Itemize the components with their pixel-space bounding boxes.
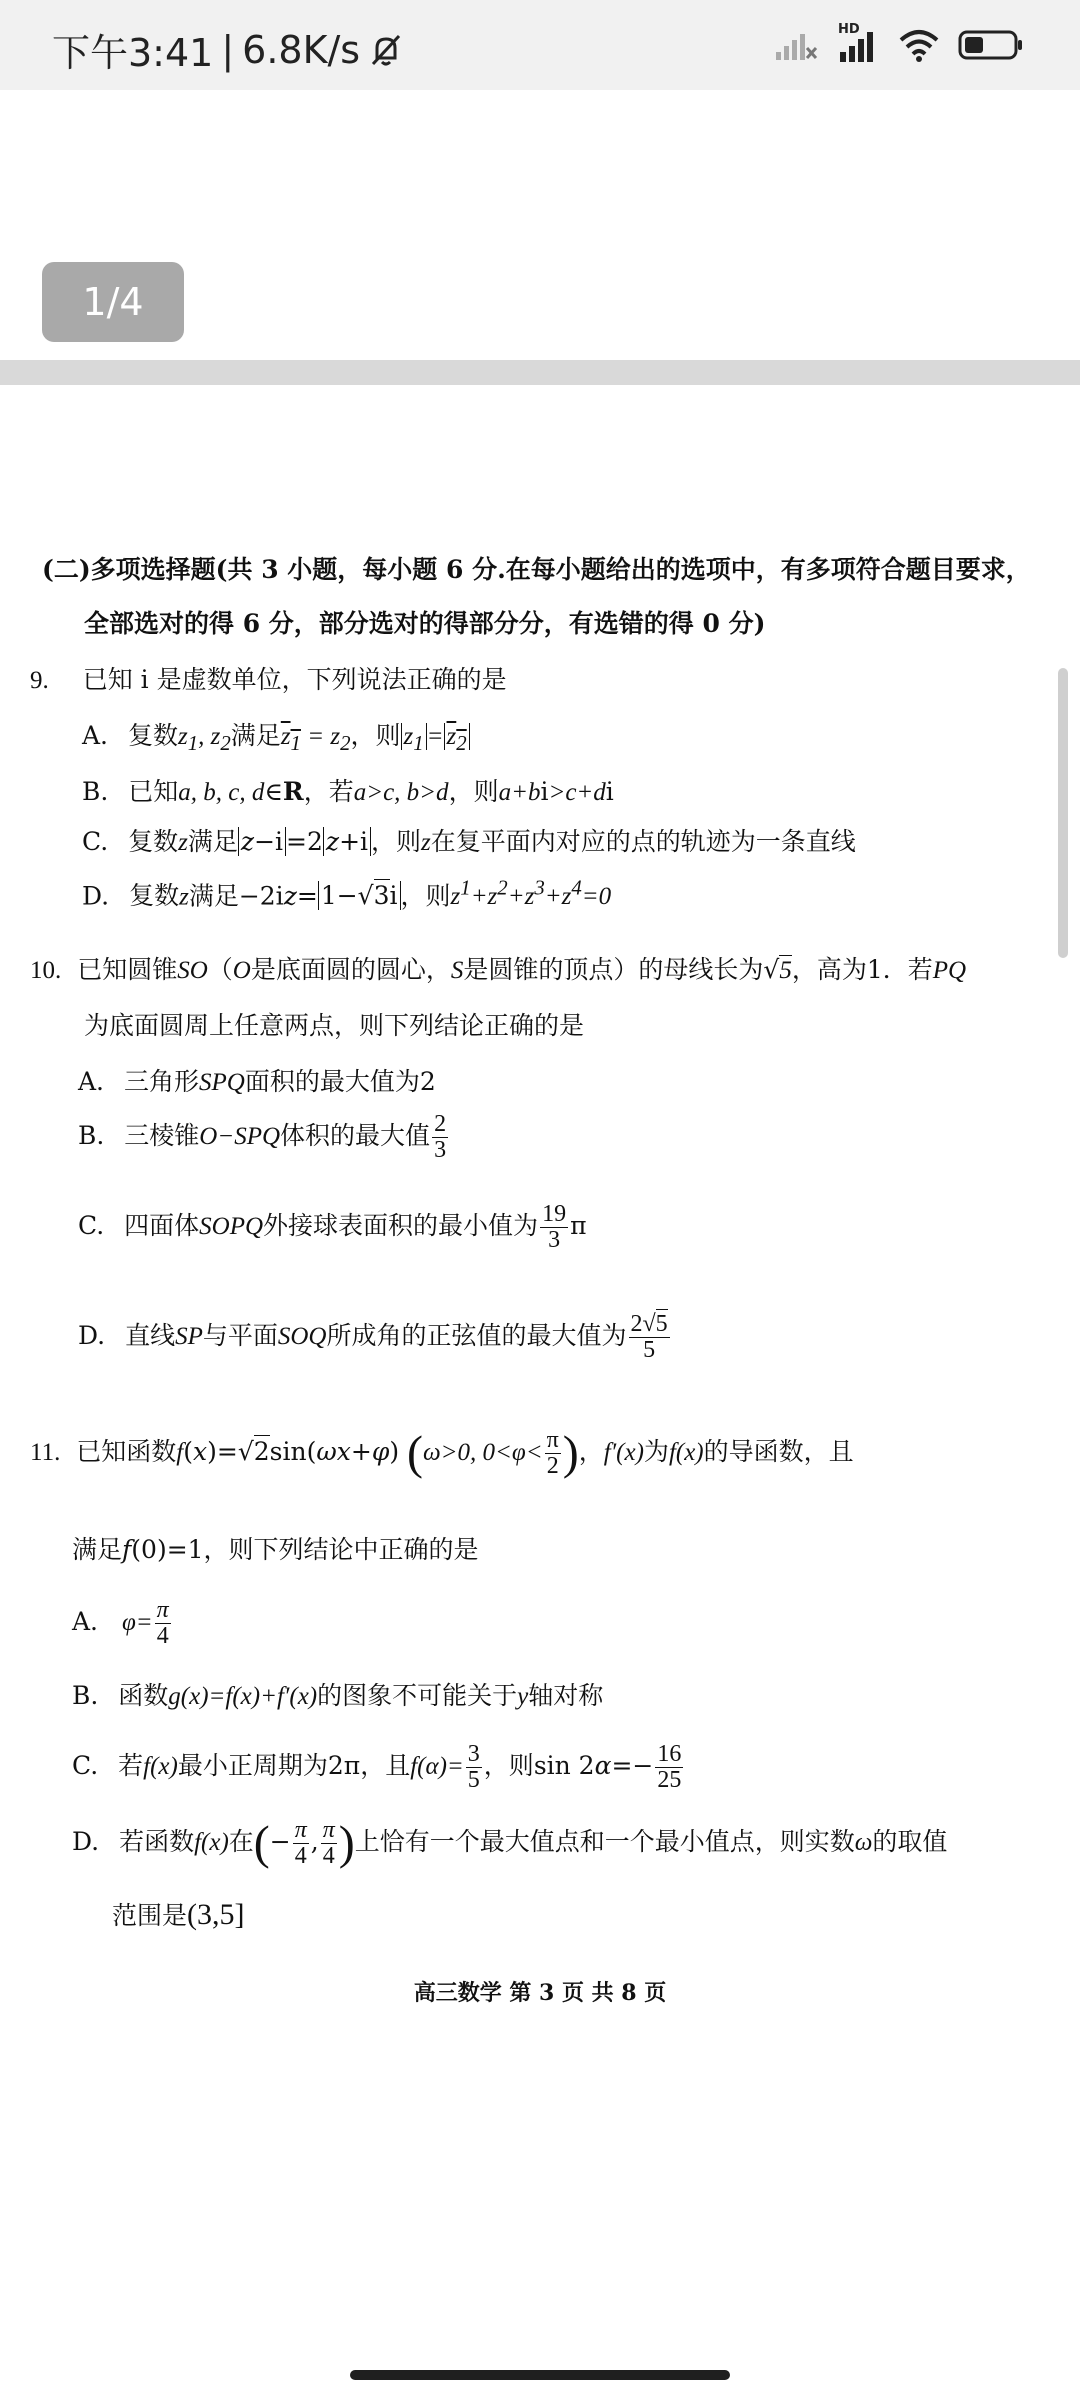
q11-option-d-line2 xyxy=(112,1896,245,1932)
q11-stem-line1 xyxy=(30,1428,854,1479)
q11-d-paren-open: ( xyxy=(253,1816,270,1870)
q10-c-pi: π xyxy=(570,1211,587,1241)
q11-d-omega: ω xyxy=(854,1829,873,1857)
q11-d-math1: f(x) xyxy=(194,1829,229,1857)
q11-stem2b: ，则下列结论中正确的是 xyxy=(203,1535,479,1564)
q10-c-math: SOPQ xyxy=(199,1213,264,1241)
q11-math-fx2: (x)=√2sin(ωx+φ) xyxy=(183,1437,400,1467)
q9-c-text4: 在复平面内对应的点的轨迹为一条直线 xyxy=(430,827,856,856)
q11-option-c xyxy=(72,1742,685,1793)
q10-option-c xyxy=(78,1202,587,1253)
q11-c-label: C. xyxy=(72,1751,99,1781)
q11-option-a xyxy=(72,1598,173,1649)
q10-stem-line1 xyxy=(30,950,966,986)
q11-b-text1: 函数 xyxy=(118,1681,169,1710)
q11-a-fraction: $\frac{\pi}{4}$ xyxy=(156,1597,169,1650)
status-left xyxy=(52,22,404,77)
q10-d-math2: SOQ xyxy=(277,1323,327,1351)
q10-stem1d: 是圆锥的顶点）的母线长为 xyxy=(463,955,764,984)
q10-d-fraction: $\frac{2√5}{5}$ xyxy=(630,1311,668,1364)
q11-paren-close: ) xyxy=(562,1426,579,1480)
q10-stem1b: （ xyxy=(207,955,233,984)
q10-d-text3: 所成角的正弦值的最大值为 xyxy=(326,1321,627,1351)
q11-c-math1: f(x) xyxy=(143,1753,178,1781)
q10-a-math: SPQ xyxy=(198,1069,245,1096)
q9-c-math2: z−i =2 z+i xyxy=(238,827,371,856)
q11-paren-open: ( xyxy=(407,1426,424,1480)
mute-bell-icon xyxy=(368,32,404,68)
q9-d-label: D. xyxy=(82,881,110,911)
q11-d-interval: (3,5] xyxy=(187,1898,245,1931)
q11-option-b xyxy=(72,1676,603,1712)
q9-c-math1: z xyxy=(178,829,188,856)
q9-option-c xyxy=(82,822,856,858)
q9-d-math2: −2iz= 1−√3i xyxy=(239,881,401,910)
q11-b-text3: 轴对称 xyxy=(528,1681,604,1710)
q9-d-math1: z xyxy=(179,883,189,911)
q10-math-pq: PQ xyxy=(932,957,967,984)
q9-option-d xyxy=(82,876,611,912)
q9-a-text3: ，则 xyxy=(350,721,401,750)
q9-d-text3: ，则 xyxy=(400,881,451,911)
q10-stem1c: 是底面圆的圆心， xyxy=(250,955,451,984)
q11-b-math: g(x)=f(x)+f′(x) xyxy=(168,1683,318,1710)
q10-d-math1: SP xyxy=(175,1323,203,1351)
q11-stem-line2 xyxy=(72,1530,479,1566)
q11-cond-fraction: $\frac{\pi}{2}$ xyxy=(546,1427,559,1480)
q11-d-fraction2: $\frac{\pi}{4}$ xyxy=(322,1817,335,1870)
q9-a-math1: $z_1$, $z_2$ xyxy=(177,723,231,755)
q10-c-fraction: $\frac{19}{3}$ xyxy=(542,1201,567,1254)
q10-b-math: O−SPQ xyxy=(199,1123,281,1151)
q9-b-math3: a+b xyxy=(498,779,541,806)
q11-math-fx: f xyxy=(176,1439,184,1467)
q11-d-label: D. xyxy=(72,1827,100,1857)
q10-c-text2: 外接球表面积的最小值为 xyxy=(263,1211,539,1241)
signal-hd-icon xyxy=(836,22,880,64)
q9-c-math3: z xyxy=(421,829,431,856)
q10-stem-line2: 为底面圆周上任意两点，则下列结论正确的是 xyxy=(84,1011,585,1040)
q10-stem1e: ，高为1．若 xyxy=(791,955,933,984)
hd-label: HD xyxy=(838,22,860,37)
page-divider xyxy=(0,360,1080,385)
battery-icon xyxy=(958,29,1024,61)
q11-b-text2: 的图象不可能关于 xyxy=(317,1681,518,1710)
q9-a-math2: $z_1 = z_2$ xyxy=(280,723,351,755)
q9-b-math3b: >c+d xyxy=(548,779,606,806)
q9-a-math3: $z_1 = z_2$ xyxy=(401,723,470,750)
status-separator: | xyxy=(221,27,235,72)
q11-d-line2: 范围是 xyxy=(112,1901,188,1930)
q9-b-text3: ，则 xyxy=(448,777,499,806)
q10-c-label: C. xyxy=(78,1211,105,1241)
page-footer: 高三数学 第 3 页 共 8 页 xyxy=(413,1980,667,2006)
page-indicator-badge: 1/4 xyxy=(42,262,184,342)
q9-stem xyxy=(30,660,507,696)
q11-d-text2: 在 xyxy=(228,1827,254,1857)
q9-number: 9. xyxy=(30,667,49,694)
q11-stem1d: 的导函数，且 xyxy=(703,1437,854,1467)
q11-c-text1: 若 xyxy=(118,1751,144,1781)
q11-stem1a: 已知函数 xyxy=(76,1437,177,1467)
q11-c-math3: sin 2α=− xyxy=(533,1751,654,1781)
q9-a-text2: 满足 xyxy=(230,721,281,750)
q11-c-fraction2: $\frac{16}{25}$ xyxy=(657,1741,682,1794)
q10-option-b xyxy=(78,1112,450,1163)
q11-number: 11. xyxy=(30,1439,61,1467)
q11-d-minus: − xyxy=(269,1827,291,1857)
q11-d-text3: 上恰有一个最大值点和一个最小值点，则实数 xyxy=(354,1827,855,1857)
q9-a-text1: 复数 xyxy=(127,721,178,750)
status-bar xyxy=(0,0,1080,90)
home-indicator[interactable] xyxy=(350,2370,730,2380)
q11-stem1c: 为 xyxy=(643,1437,669,1467)
signal-weak-icon xyxy=(774,28,818,62)
q9-c-text3: ，则 xyxy=(371,827,422,856)
q9-b-math1b: ∈R xyxy=(264,777,304,806)
q11-b-math-y: y xyxy=(517,1683,529,1710)
q9-b-text1: 已知 xyxy=(128,777,179,806)
scrollbar-thumb[interactable] xyxy=(1058,668,1068,958)
q11-stem1b: ， xyxy=(578,1437,604,1467)
q11-d-comma: , xyxy=(310,1827,319,1857)
q9-d-math3: $z^1+z^2+z^3+z^4=0$ xyxy=(450,876,612,911)
q11-c-text3: ，则 xyxy=(483,1751,534,1781)
q10-a-text1: 三角形 xyxy=(123,1067,199,1096)
q10-math-sqrt5: √5 xyxy=(763,955,792,984)
q9-c-text1: 复数 xyxy=(128,827,179,856)
q11-b-label: B. xyxy=(72,1681,99,1710)
q9-c-label: C. xyxy=(82,827,109,856)
q10-a-label: A. xyxy=(78,1067,105,1096)
q11-math-fpx: f′(x) xyxy=(603,1439,644,1467)
q9-b-label: B. xyxy=(82,777,109,806)
wifi-icon xyxy=(898,28,940,62)
q9-b-math1: a, b, c, d xyxy=(178,779,265,806)
q10-b-fraction: $\frac{2}{3}$ xyxy=(434,1111,447,1164)
status-right xyxy=(774,22,1024,64)
q10-a-text2: 面积的最大值为2 xyxy=(244,1067,436,1096)
q10-b-text1: 三棱锥 xyxy=(124,1121,200,1151)
q11-d-fraction1: $\frac{\pi}{4}$ xyxy=(294,1817,307,1870)
section-heading-line2: 全部选对的得 6 分，部分选对的得部分分，有选错的得 0 分) xyxy=(84,609,766,638)
q9-d-text1: 复数 xyxy=(129,881,180,911)
q10-d-label: D. xyxy=(78,1321,106,1351)
q11-c-fraction1: $\frac{3}{5}$ xyxy=(467,1741,480,1794)
q10-option-d xyxy=(78,1312,672,1363)
q10-math-o: O xyxy=(232,957,251,984)
q9-option-a xyxy=(82,716,470,756)
q11-c-math2: f(α)= xyxy=(410,1753,464,1781)
q9-b-math2: a>c, b>d xyxy=(353,779,449,806)
q9-b-math3i: i xyxy=(540,777,549,806)
q11-d-paren-close: ) xyxy=(338,1816,355,1870)
status-time: 下午3:41 xyxy=(52,31,214,75)
q11-a-label: A. xyxy=(72,1607,99,1637)
q10-option-a xyxy=(78,1062,436,1098)
q10-stem1a: 已知圆锥 xyxy=(77,955,178,984)
q11-math-cond: ω>0, 0<φ< xyxy=(423,1439,543,1467)
status-speed: 6.8K/s xyxy=(242,27,361,72)
q10-math-so: SO xyxy=(177,957,208,984)
q11-math-fx3: f(x) xyxy=(668,1439,704,1467)
q10-math-s: S xyxy=(450,957,464,984)
q9-d-text2: 满足 xyxy=(188,881,239,911)
q11-math-f0: f(0)=1 xyxy=(122,1535,204,1564)
q11-d-text1: 若函数 xyxy=(119,1827,195,1857)
q10-b-text2: 体积的最大值 xyxy=(280,1121,431,1151)
q9-b-text2: ，若 xyxy=(303,777,354,806)
q10-d-text2: 与平面 xyxy=(202,1321,278,1351)
q11-stem2a: 满足 xyxy=(72,1535,123,1564)
q9-b-math3i2: i xyxy=(605,777,614,806)
q9-c-text2: 满足 xyxy=(187,827,238,856)
q9-option-b xyxy=(82,772,614,808)
q9-a-label: A. xyxy=(82,721,109,750)
section-heading-line1: (二)多项选择题(共 3 小题，每小题 6 分.在每小题给出的选项中，有多项符合题目要求， xyxy=(42,555,1031,584)
q11-a-math: φ= xyxy=(121,1609,153,1637)
q11-option-d xyxy=(72,1818,947,1869)
q11-d-text4: 的取值 xyxy=(872,1827,948,1857)
q11-c-text2: 最小正周期为2π，且 xyxy=(177,1751,411,1781)
q10-number: 10. xyxy=(30,957,62,984)
q10-d-text1: 直线 xyxy=(125,1321,176,1351)
q10-b-label: B. xyxy=(78,1121,105,1151)
q9-stem-text: 已知 i 是虚数单位，下列说法正确的是 xyxy=(82,665,507,694)
q10-c-text1: 四面体 xyxy=(124,1211,200,1241)
